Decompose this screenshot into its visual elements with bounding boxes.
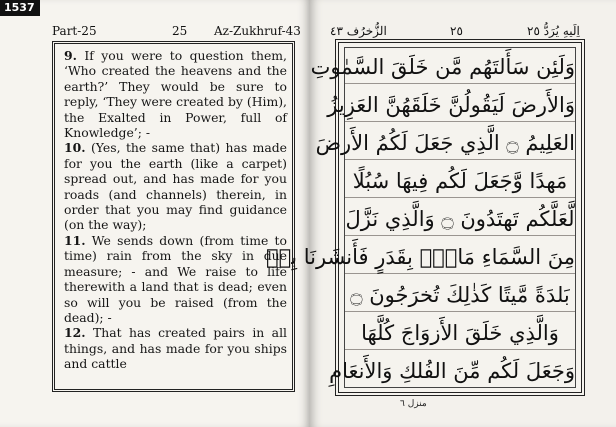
translation-frame <box>52 41 295 392</box>
arabic-page-number: ٢٥ <box>450 24 463 38</box>
verse-number: 10. <box>64 140 86 156</box>
part-header: Part-25 <box>52 24 97 38</box>
verse-text: (Yes, the same that) has made for you the earth (like a carpet) spread out, and has made for you roads (and channels) therein, in order that you may find guidance (on the way); <box>64 140 287 233</box>
arabic-line: مَهدًا وَّجَعَلَ لَكُم فِيهَا سُبُلًا <box>345 165 575 198</box>
arabic-line: لَّعَلَّكُم تَهتَدُونَ ۝ وَالَّذِي نَزَّلَ <box>345 203 575 236</box>
manzil-marker: منزل ٦ <box>400 399 427 409</box>
arabic-line: وَجَعَلَ لَكُم مِّنَ الفُلكِ وَالأَنعَامِ <box>329 359 575 383</box>
page-number: 25 <box>172 24 188 38</box>
verse-11 <box>64 233 287 325</box>
arabic-line: مِنَ السَّمَاءِ مَاءًۢ بِقَدَرٍ فَأَنشَرنَا بِهٖ <box>345 241 575 274</box>
arabic-surah-header: الزُّخرُف ٤٣ <box>330 24 387 38</box>
verse-number: 11. <box>64 232 86 248</box>
verse-10 <box>64 140 287 232</box>
verse-number: 9. <box>64 48 77 63</box>
arabic-text-frame <box>266 39 585 396</box>
verse-number: 12. <box>64 325 86 341</box>
verse-9 <box>64 48 287 140</box>
page-id-badge: 1537 <box>0 0 40 16</box>
verse-text: That has created pairs in all things, and has made for you ships and cattle <box>64 325 287 372</box>
arabic-line: العَلِيمُ ۝ الَّذِي جَعَلَ لَكُمُ الأَرضَ <box>345 127 575 160</box>
arabic-line: وَلَئِن سَأَلتَهُم مَّن خَلَقَ السَّمٰوٰتِ <box>345 51 575 84</box>
verse-text: If you were to question them, ‘Who created the heavens and the earth?’ They would be sure to reply, ‘They were created by (Him), the Exalted in Power, full of Knowledge’; - <box>64 48 287 141</box>
arabic-juz-header: اِلَيهِ يُرَدُّ ٢٥ <box>527 24 580 38</box>
verse-text: We sends down (from time to time) rain from the sky in due measure; - and We raise to life therewith a land that is dead; even so will you be raised (from the dead); - <box>64 232 287 325</box>
arabic-line: وَالَّذِي خَلَقَ الأَزوَاجَ كُلَّهَا <box>345 317 575 350</box>
surah-header: Az-Zukhruf-43 <box>214 24 301 38</box>
arabic-line: بَلدَةً مَّيتًا كَذٰلِكَ تُخرَجُونَ ۝ <box>345 279 575 312</box>
arabic-line: وَالأَرضَ لَيَقُولُنَّ خَلَقَهُنَّ العَزِيزُ <box>345 89 575 122</box>
verse-12 <box>64 325 287 371</box>
